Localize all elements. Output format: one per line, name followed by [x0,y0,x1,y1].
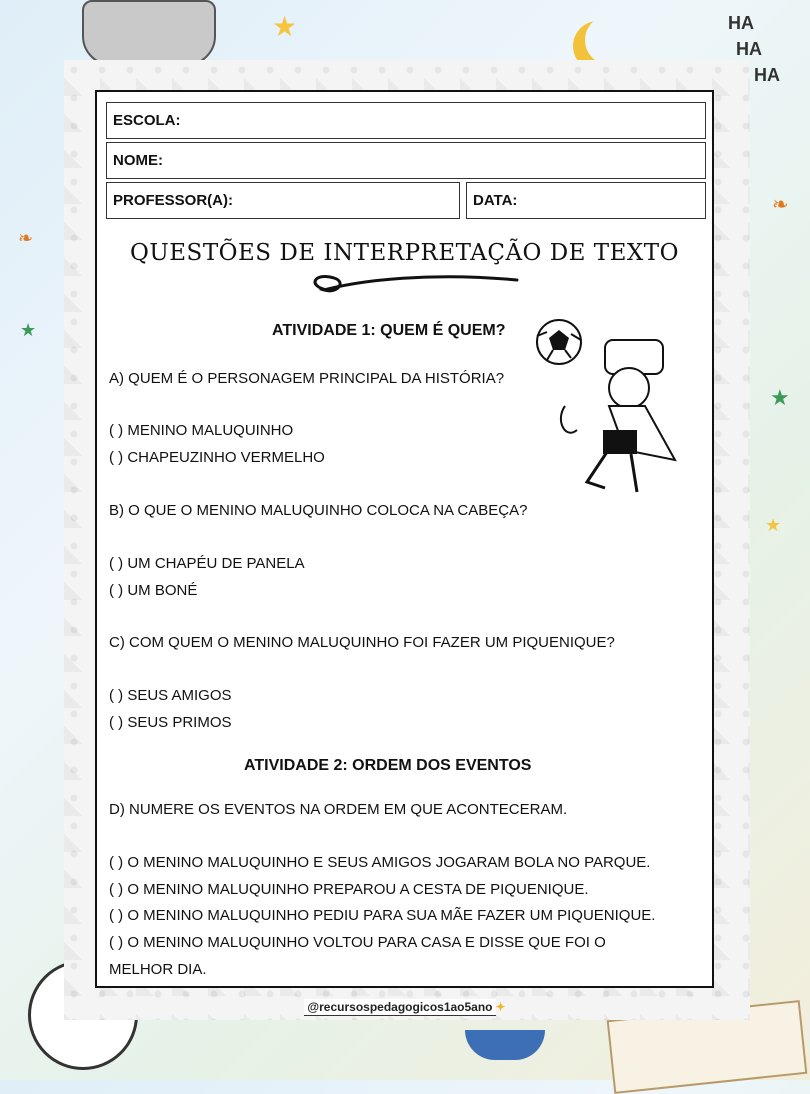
professor-field[interactable] [106,182,460,219]
swirl-divider-icon [302,268,522,300]
data-field[interactable] [466,182,706,219]
option-b2[interactable]: ( ) UM BONÉ [109,582,198,599]
haha-3: HA [754,65,780,85]
option-b1[interactable]: ( ) UM CHAPÉU DE PANELA [109,555,305,572]
event-4[interactable]: ( ) O MENINO MALUQUINHO VOLTOU PARA CASA E DISSE QUE FOI O [109,934,606,951]
boat-decoration [465,1030,545,1060]
handle-text: @recursospedagogicos1ao5ano [304,999,495,1016]
worksheet [95,90,714,988]
sparkle-icon: ✦ [495,1000,506,1014]
moon-decoration [585,15,635,65]
instagram-handle [0,1000,810,1014]
question-d: D) NUMERE OS EVENTOS NA ORDEM EM QUE ACONTECERAM. [109,801,568,818]
worksheet-title: QUESTÕES DE INTERPRETAÇÃO DE TEXTO [130,240,679,266]
escola-label: ESCOLA: [113,112,181,129]
pot-hat-decoration [82,0,216,66]
haha-1: HA [728,13,754,33]
event-2[interactable]: ( ) O MENINO MALUQUINHO PREPAROU A CESTA DE PIQUENIQUE. [109,881,589,898]
haha-2: HA [736,39,762,59]
event-1[interactable]: ( ) O MENINO MALUQUINHO E SEUS AMIGOS JOGARAM BOLA NO PARQUE. [109,854,651,871]
event-4-continued: MELHOR DIA. [109,961,207,978]
option-a1[interactable]: ( ) MENINO MALUQUINHO [109,422,294,439]
event-3[interactable]: ( ) O MENINO MALUQUINHO PEDIU PARA SUA MÃE FAZER UM PIQUENIQUE. [109,907,656,924]
option-c2[interactable]: ( ) SEUS PRIMOS [109,714,232,731]
option-a2[interactable]: ( ) CHAPEUZINHO VERMELHO [109,449,325,466]
nome-field[interactable] [106,142,706,179]
activity2-heading: ATIVIDADE 2: ORDEM DOS EVENTOS [244,757,532,774]
question-a: A) QUEM É O PERSONAGEM PRINCIPAL DA HISTÓRIA? [109,370,505,387]
professor-label: PROFESSOR(A): [113,192,233,209]
data-label: DATA: [473,192,518,209]
star-icon: ★ [272,11,298,42]
nome-label: NOME: [113,152,163,169]
menino-maluquinho-illustration [525,310,695,500]
leaf-icon: ❧ [772,194,789,216]
activity1-heading: ATIVIDADE 1: QUEM É QUEM? [272,322,506,339]
star-icon: ★ [770,385,790,410]
escola-field[interactable] [106,102,706,139]
leaf-icon: ❧ [18,228,34,248]
star-icon: ★ [765,515,782,535]
star-icon: ★ [20,320,37,340]
question-b: B) O QUE O MENINO MALUQUINHO COLOCA NA CABEÇA? [109,502,528,519]
question-c: C) COM QUEM O MENINO MALUQUINHO FOI FAZER UM PIQUENIQUE? [109,634,615,651]
option-c1[interactable]: ( ) SEUS AMIGOS [109,687,232,704]
